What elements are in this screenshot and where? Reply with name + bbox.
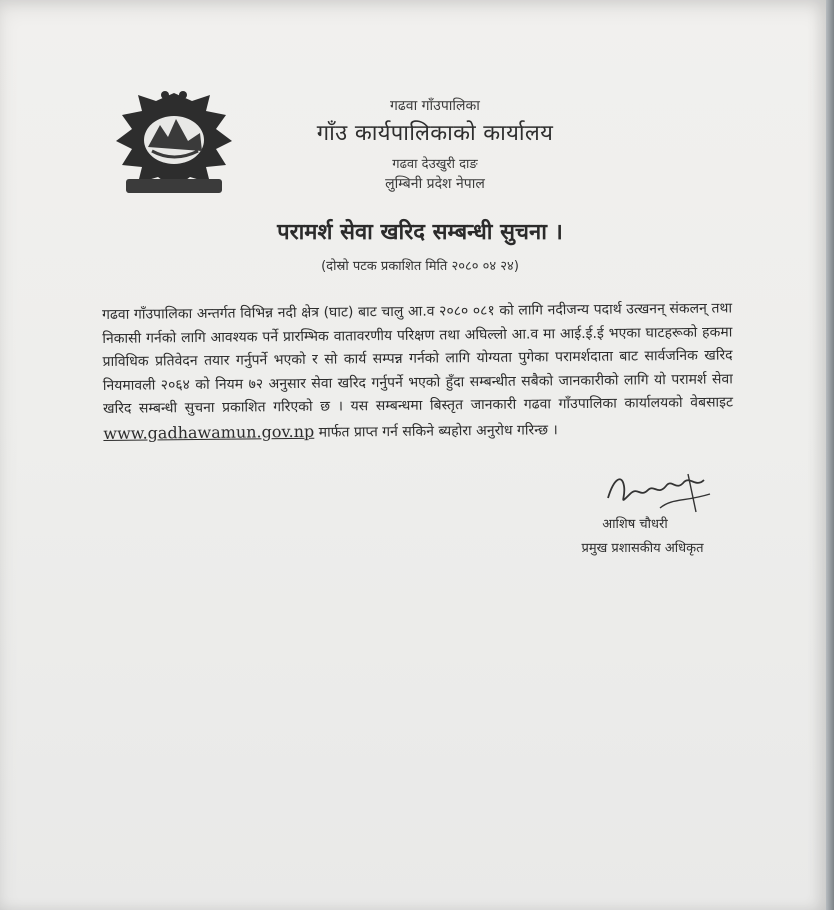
notice-body [102,297,733,447]
signatory-name: आशिष चौधरी [602,517,668,532]
website-link[interactable]: www.gadhawamun.gov.np [103,421,315,443]
office-name: गाँउ कार्यपालिकाको कार्यालय [316,121,554,146]
body-text-part2: मार्फत प्राप्त गर्न सकिने ब्यहोरा अनुरोध गरिन्छ । [318,421,558,441]
address-line-1: गढवा देउखुरी दाङ [392,157,478,172]
body-text-part1: गढवा गाँउपालिका अन्तर्गत विभिन्न नदी क्षेत्र (घाट) बाट चालु आ.व २०८० ०८१ को लागि नदीजन्य पदार्थ उत्खनन् संकलन् तथा निकासी गर्नको लागि आवश्यक पर्ने प्रारम्भिक वातावरणीय परिक्षण तथा अघिल्लो आ.व मा आई.ई.ई भएका घाटहरूको हकमा प्राविधिक प्रतिवेदन तयार गर्नुपर्ने भएको र सो कार्य सम्पन्न गर्नको लागि योग्यता पुगेका परामर्शदाता बाट सार्वजनिक खरिद नियमावली २०६४ को नियम ७२ अनुसार सेवा खरिद गर्नुपर्ने भएको हुँदा सम्बन्धीत सबैको जानकारीको लागि यो परामर्श सेवा खरिद सम्बन्धी सुचना प्रकाशित गरिएको छ । यस सम्बन्धमा बिस्तृत जानकारी गढवा गाँउपालिका कार्यालयको वेबसाइट [102,300,734,417]
notice-subtitle: (दोस्रो पटक प्रकाशित मिति २०८० ०४ २४) [321,259,519,274]
page-edge [826,0,834,910]
notice-title: परामर्श सेवा खरिद सम्बन्धी सुचना । [277,220,563,245]
municipality-name: गढवा गाँउपालिका [390,98,480,114]
signature-icon [600,468,720,516]
signatory-designation: प्रमुख प्रशासकीय अधिकृत [581,541,704,556]
address-line-2: लुम्बिनी प्रदेश नेपाल [385,176,485,192]
government-emblem-icon [108,85,240,200]
